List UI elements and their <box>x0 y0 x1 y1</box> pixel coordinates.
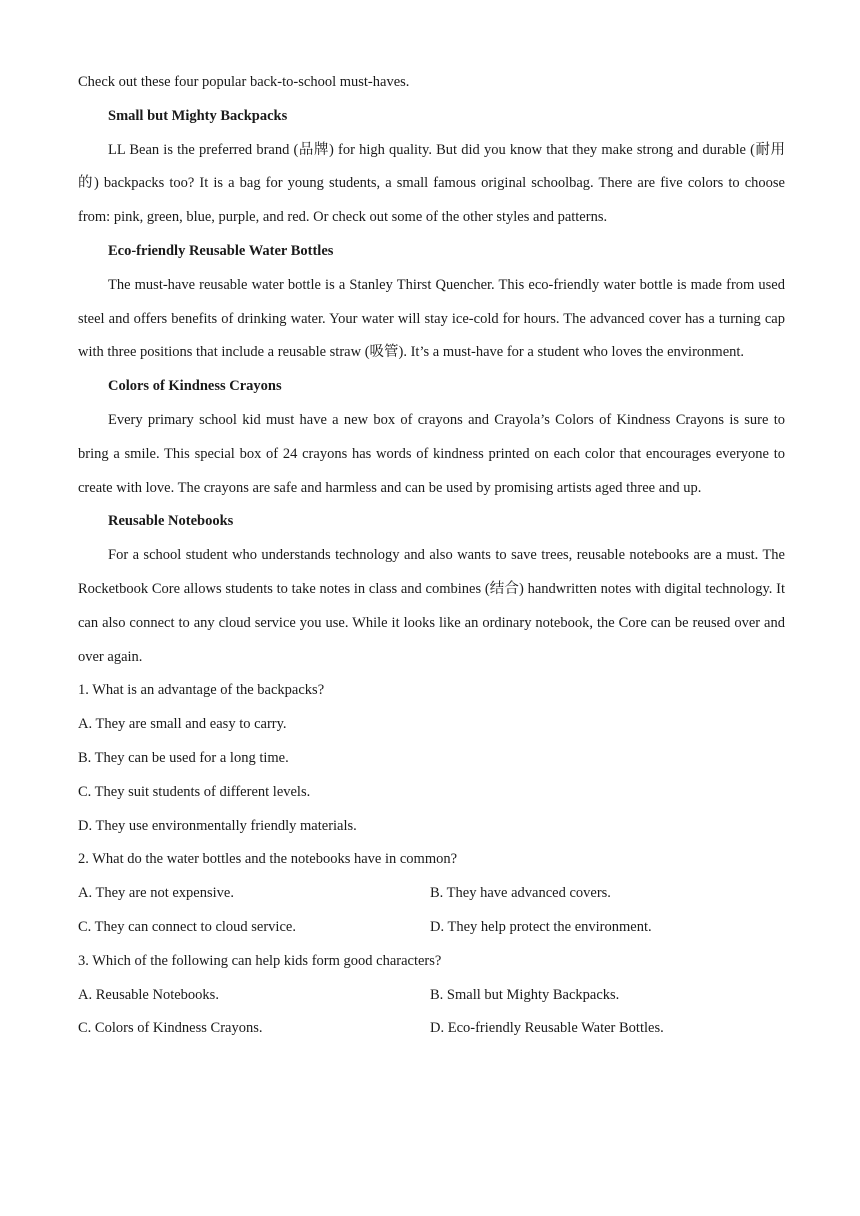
question-3-options-row-1 <box>78 979 785 1013</box>
question-1-option-d: D. They use environmentally friendly materials. <box>78 817 357 834</box>
section-heading-backpacks: Small but Mighty Backpacks <box>108 107 288 124</box>
question-3-option-b: B. Small but Mighty Backpacks. <box>430 986 620 1003</box>
question-2-option-b: B. They have advanced covers. <box>430 885 611 902</box>
intro-text: Check out these four popular back-to-school must-haves. <box>78 74 410 90</box>
question-1-option-c: C. They suit students of different levels. <box>78 783 311 800</box>
section-body-water-bottles: The must-have reusable water bottle is a Stanley Thirst Quencher. This eco-friendly water bottle is made from used steel and offers benefits of drinking water. Your water will stay ice-cold for hours. The advanced cover has a turning cap with three positions that include a reusable straw (吸管). It’s a must-have for a student who loves the environment. <box>78 276 785 361</box>
section-body-backpacks: LL Bean is the preferred brand (品牌) for high quality. But did you know that they make strong and durable (耐用的) backpacks too? It is a bag for young students, a small famous original schoolbag. There are five colors to choose from: pink, green, blue, purple, and red. Or check out some of the other styles and patterns. <box>78 141 785 226</box>
question-1-option-a: A. They are small and easy to carry. <box>78 716 287 733</box>
document-page <box>78 66 785 1046</box>
question-3-option-c: C. Colors of Kindness Crayons. <box>78 1020 263 1037</box>
section-body-crayons: Every primary school kid must have a new box of crayons and Crayola’s Colors of Kindness Crayons is sure to bring a smile. This special box of 24 crayons has words of kindness printed on each color that encourages everyone to create with love. The crayons are safe and harmless and can be used by promising artists aged three and up. <box>78 411 785 496</box>
question-2-option-c: C. They can connect to cloud service. <box>78 918 296 935</box>
question-2-option-a: A. They are not expensive. <box>78 885 234 902</box>
section-heading-crayons: Colors of Kindness Crayons <box>108 378 282 395</box>
question-2-options-row-1 <box>78 877 785 911</box>
question-2-options-row-2 <box>78 911 785 945</box>
question-2-option-d: D. They help protect the environment. <box>430 918 652 935</box>
question-3-stem: 3. Which of the following can help kids form good characters? <box>78 952 442 969</box>
section-heading-notebooks: Reusable Notebooks <box>108 513 234 530</box>
question-2-stem: 2. What do the water bottles and the notebooks have in common? <box>78 851 458 868</box>
section-body-notebooks: For a school student who understands technology and also wants to save trees, reusable notebooks are a must. The Rocketbook Core allows students to take notes in class and combines (结合) handwritten notes with digital technology. It can also connect to any cloud service you use. While it looks like an ordinary notebook, the Core can be reused over and over again. <box>78 547 785 665</box>
question-1-option-b: B. They can be used for a long time. <box>78 749 289 766</box>
question-3-options-row-2 <box>78 1012 785 1046</box>
question-3-option-d: D. Eco-friendly Reusable Water Bottles. <box>430 1020 664 1037</box>
question-1-stem: 1. What is an advantage of the backpacks? <box>78 682 325 699</box>
question-3-option-a: A. Reusable Notebooks. <box>78 986 219 1003</box>
section-heading-water-bottles: Eco-friendly Reusable Water Bottles <box>108 242 334 259</box>
